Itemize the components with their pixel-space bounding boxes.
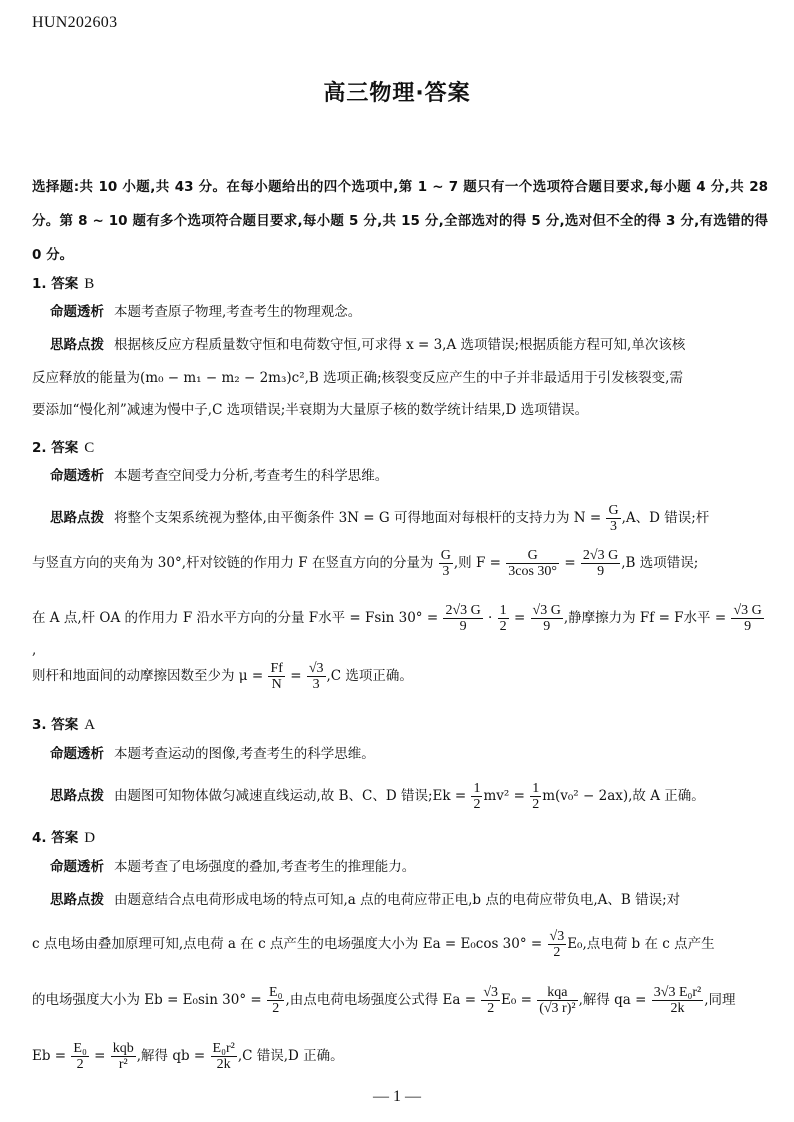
question-1-hint-line-1: 思路点拨 根据核反应方程质量数守恒和电荷数守恒,可求得 x = 3,A 选项错误;根据质能方程可知,单次该核 bbox=[50, 337, 686, 353]
question-4-hint-line-4: Eb = $\frac{\text{E₀}}{2}$ = $\frac{\text{kqb}}{\text{r²}}$ ,解得 qb = $\frac{\text{E₀r²}}{2k}$ ,C 错误,D 正确。 bbox=[32, 1041, 344, 1072]
fraction: $\frac{G}{3}$ bbox=[608, 503, 619, 534]
fraction: $\frac{√3}{2}$ bbox=[483, 985, 499, 1016]
fraction: $\frac{√3}{2}$ bbox=[549, 929, 565, 960]
fraction: $\frac{√3}{3}$ bbox=[308, 661, 324, 692]
fraction: $\frac{2√3 G}{9}$ bbox=[445, 603, 481, 634]
document-code: HUN202603 bbox=[32, 14, 118, 31]
fraction: $\frac{G}{3\cos 30^\circ}$ bbox=[508, 548, 558, 579]
question-2-hint-line-3: 在 A 点,杆 OA 的作用力 F 沿水平方向的分量 F水平 = Fsin 30° = $\frac{2√3 G}{9}$ · $\frac{1}{2}$ = $\frac{√3 G}{9}$ ,静摩擦力为 Ff = F水平 = $\frac{√3 G}{9}$ , bbox=[32, 603, 762, 658]
fraction: $\frac{\text{E₀r²}}{2k}$ bbox=[212, 1041, 235, 1072]
question-1-hint-line-2: 反应释放的能量为(m₀ − m₁ − m₂ − 2m₃)c²,B 选项正确;核裂变反应产生的中子并非最适用于引发核裂变,需 bbox=[32, 370, 683, 386]
question-2-header: 2. 答案 C bbox=[32, 440, 95, 456]
question-1-hint-line-3: 要添加“慢化剂”减速为慢中子,C 选项错误;半衰期为大量原子核的数学统计结果,D 选项错误。 bbox=[32, 402, 589, 418]
page-title: 高三物理·答案 bbox=[323, 81, 471, 106]
fraction: $\frac{Ff}{N}$ bbox=[270, 661, 283, 692]
question-2-intent: 命题透析 本题考查空间受力分析,考查考生的科学思维。 bbox=[50, 468, 389, 484]
question-3-intent: 命题透析 本题考查运动的图像,考查考生的科学思维。 bbox=[50, 746, 375, 762]
fraction: $\frac{\text{E₀}}{2}$ bbox=[73, 1041, 87, 1072]
question-4-hint-line-3: 的电场强度大小为 Eb = E₀sin 30° = $\frac{\text{E₀}}{2}$ ,由点电荷电场强度公式得 Ea = $\frac{√3}{2}$ E₀ = $\frac{\text{kqa}}{\text{(√3 r)²}}$ ,解得 qa = $\frac{\text{3√3 E₀r²}}{2k}$ ,同理 bbox=[32, 985, 736, 1016]
question-4-intent: 命题透析 本题考查了电场强度的叠加,考查考生的推理能力。 bbox=[50, 859, 416, 875]
fraction: $\frac{\text{3√3 E₀r²}}{2k}$ bbox=[653, 985, 702, 1016]
question-2-hint-line-2: 与竖直方向的夹角为 30°,杆对铰链的作用力 F 在竖直方向的分量为 $\frac{G}{3}$ ,则 F = $\frac{G}{3\cos 30^\circ}$ = $\frac{2√3 G}{9}$ ,B 选项错误; bbox=[32, 548, 699, 579]
fraction: $\frac{√3 G}{9}$ bbox=[532, 603, 561, 634]
fraction: $\frac{2√3 G}{9}$ bbox=[582, 548, 619, 579]
question-4-hint-line-2: c 点电场由叠加原理可知,点电荷 a 在 c 点产生的电场强度大小为 Ea = E₀cos 30° = $\frac{√3}{2}$ E₀,点电荷 b 在 c 点产生 bbox=[32, 929, 715, 960]
fraction: $\frac{1}{2}$ bbox=[473, 781, 481, 812]
question-1-header: 1. 答案 B bbox=[32, 276, 95, 292]
question-3-header: 3. 答案 A bbox=[32, 717, 96, 733]
fraction: $\frac{G}{3}$ bbox=[440, 548, 451, 579]
fraction: $\frac{\text{kqa}}{\text{(√3 r)²}}$ bbox=[539, 985, 576, 1016]
question-2-hint-line-4: 则杆和地面间的动摩擦因数至少为 μ = $\frac{Ff}{N}$ = $\frac{√3}{3}$ ,C 选项正确。 bbox=[32, 661, 413, 692]
instructions-paragraph: 选择题:共 10 小题,共 43 分。在每小题给出的四个选项中,第 1 ~ 7 题只有一个选项符合题目要求,每小题 4 分,共 28 分。第 8 ~ 10 题有多个选项符合题目要求,每小题 5 分,共 15 分,全部选对的得 5 分,选对但不全的得 3 分,有选错的得 0 分。 bbox=[32, 179, 768, 263]
fraction: $\frac{\text{E₀}}{2}$ bbox=[269, 985, 283, 1016]
question-4-header: 4. 答案 D bbox=[32, 830, 96, 846]
fraction: $\frac{√3 G}{9}$ bbox=[733, 603, 762, 634]
fraction: $\frac{1}{2}$ bbox=[532, 781, 540, 812]
question-2-hint-line-1: 思路点拨 将整个支架系统视为整体,由平衡条件 3N = G 可得地面对每根杆的支持力为 N = $\frac{G}{3}$ ,A、D 错误;杆 bbox=[50, 503, 710, 534]
question-4-hint-line-1: 思路点拨 由题意结合点电荷形成电场的特点可知,a 点的电荷应带正电,b 点的电荷应带负电,A、B 错误;对 bbox=[50, 892, 681, 908]
question-1-intent: 命题透析 本题考查原子物理,考查考生的物理观念。 bbox=[50, 304, 362, 320]
fraction: $\frac{\text{kqb}}{\text{r²}}$ bbox=[112, 1041, 134, 1072]
fraction: $\frac{1}{2}$ bbox=[499, 603, 507, 634]
page-number: — 1 — bbox=[373, 1088, 421, 1105]
question-3-hint-line-1: 思路点拨 由题图可知物体做匀减速直线运动,故 B、C、D 错误;Ek = $\frac{1}{2}$ mv² = $\frac{1}{2}$ m(v₀² − 2ax),故 A 正确。 bbox=[50, 781, 705, 812]
